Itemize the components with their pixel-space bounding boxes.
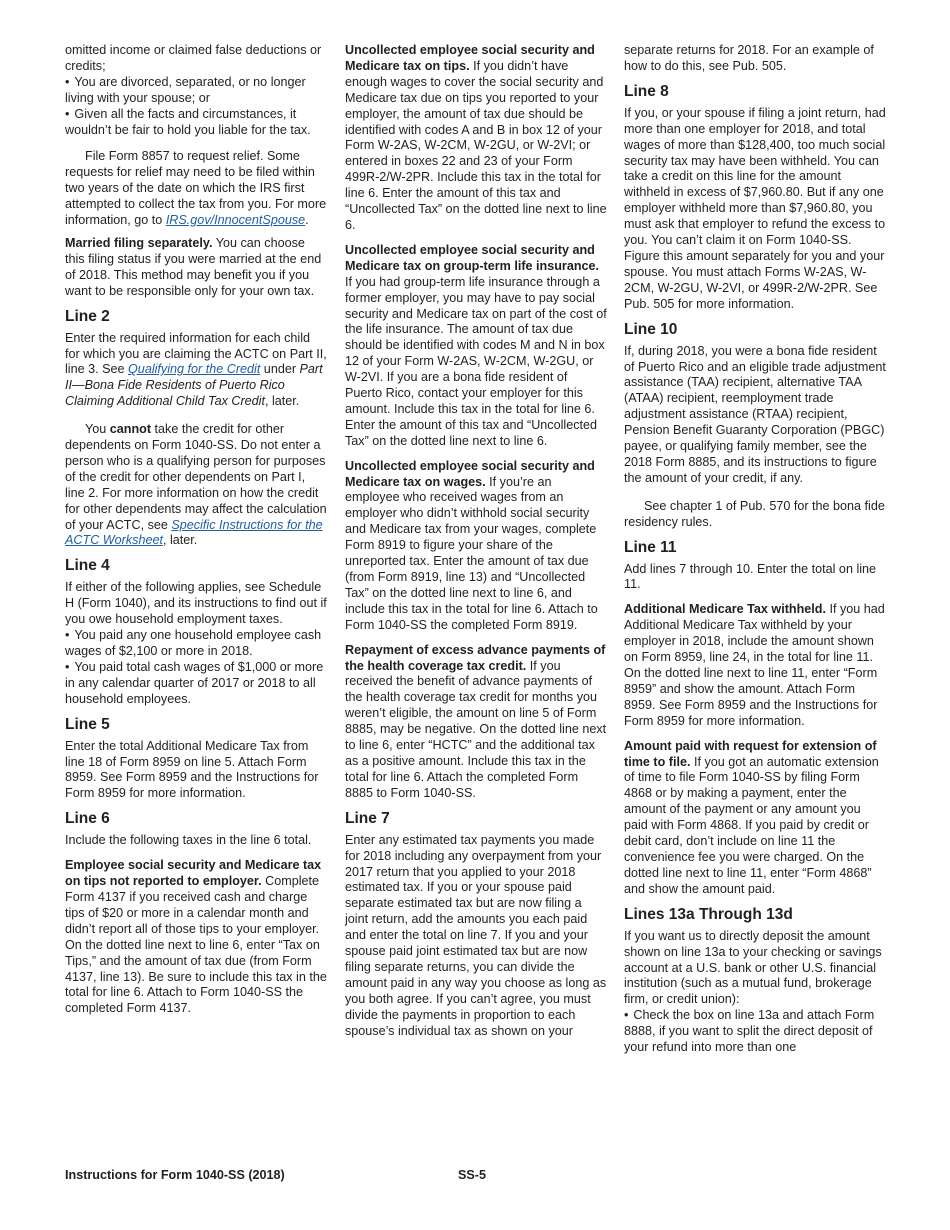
paragraph: Enter the required information for each child for which you are claiming the ACTC on Part II, line 3. See Qualifying for the Credit under Part II—Bona Fide Residents of Puerto Rico Claiming Additional Child Tax Credit, later. [65, 330, 327, 409]
paragraph: If, during 2018, you were a bona fide resident of Puerto Rico and an eligible trade adjustment assistance (TAA) recipient, alternative TAA (ATAA) recipient, reemployment trade adjustment assistance (RTAA) recipient, Pension Benefit Guaranty Corporation (PBGC) payee, or qualifying family member, see the 2018 Form 8885, and its instructions to figure the amount of your credit, if any. [624, 343, 886, 485]
bullet-item: • You are divorced, separated, or no longer living with your spouse; or [65, 75, 327, 107]
paragraph: If either of the following applies, see Schedule H (Form 1040), and its instructions to find out if you owe household employment taxes. [65, 580, 327, 627]
section-heading: Line 6 [65, 810, 110, 828]
run-in-heading: Uncollected employee social security and Medicare tax on wages. [345, 458, 595, 489]
paragraph: See chapter 1 of Pub. 570 for the bona fide residency rules. [624, 498, 885, 529]
run-in-heading: Employee social security and Medicare tax on tips not reported to employer. [65, 858, 322, 889]
paragraph: Uncollected employee social security and Medicare tax on wages. If you’re an employee who received wages from an employer who didn’t withhold social security and Medicare tax from your wages, complete Form 8919 to figure your share of the unreported tax. Enter the amount of tax due (from Form 8919, line 13) and “Uncollected Tax” on the dotted line next to line 6, and include this tax in the total for line 6. Attach to Form 1040-SS the completed Form 8919. [345, 458, 598, 632]
paragraph: Enter the total Additional Medicare Tax from line 18 of Form 8959 on line 5. Attach Form 8959. See Form 8959 and the Instructions for Form 8959 for more information. [65, 738, 319, 801]
qualifying-credit-link[interactable]: Qualifying for the Credit [128, 362, 261, 377]
footer-title: Instructions for Form 1040-SS (2018) [65, 1168, 285, 1182]
column-3 [624, 43, 886, 1056]
paragraph: If you, or your spouse if filing a joint return, had more than one employer for 2018, and total wages of more than $128,400, too much social security tax may have been withheld. You can take a credit on this line for the amount withheld in excess of $7,960.80. But if any one employer withheld more than $7,960.80, you must ask that employer to refund the excess to you. You can’t claim it on Form 1040-SS. Figure this amount separately for you and your spouse. You must attach Forms W-2AS, W-2CM, W-2GU, W-2VI, or 499R-2/W-2PR. See Pub. 505 for more information. [624, 105, 886, 311]
paragraph: Married filing separately. You can choose this filing status if you were married at the end of 2018. This method may benefit you if you want to be responsible only for your own tax. [65, 235, 322, 298]
run-in-heading: Uncollected employee social security and Medicare tax on tips. [345, 43, 595, 73]
paragraph: You cannot take the credit for other dependents on Form 1040-SS. Do not enter a person who is a qualifying person for purposes of the credit for other dependents on Part I, line 2. For more information on how the credit for other dependents may affect the calculation of your ACTC, see Specific Instructions for the ACTC Worksheet, later. [65, 422, 327, 548]
section-heading: Line 8 [624, 82, 669, 100]
innocent-spouse-link[interactable]: IRS.gov/InnocentSpouse [165, 213, 306, 228]
column-2 [345, 43, 607, 1046]
paragraph: Uncollected employee social security and Medicare tax on group-term life insurance. If you had group-term life insurance through a former employer, you may have to pay social security and Medicare tax on part of the cost of the life insurance. The amount of tax due should be identified with codes M and N in box 12 of your Form W-2AS, W-2CM, W-2GU, or W-2VI. If you are a bona fide resident of Puerto Rico, contact your employer for this amount. Include this tax in the total for line 6. Enter the amount of this tax and “Uncollected Tax” on the dotted line next to line 6. [345, 242, 607, 448]
paragraph: Uncollected employee social security and Medicare tax on tips. If you didn’t have enough wages to cover the social security and Medicare tax due on tips you reported to your employer, the amount of tax due should be identified with codes A and B in box 12 of your Form W-2AS, W-2CM, W-2GU, or W-2VI; or entered in boxes 22 and 23 of your Form 499R-2/W-2PR. Include this tax in the total for line 6. Enter the amount of this tax and “Uncollected Tax” on the dotted line next to line 6. [345, 43, 607, 232]
run-in-heading: Additional Medicare Tax withheld. [624, 602, 826, 617]
actc-worksheet-link[interactable]: Specific Instructions for the ACTC Worksheet [65, 517, 323, 548]
paragraph: Additional Medicare Tax withheld. If you had Additional Medicare Tax withheld by your employer in 2018, include the amount shown on Form 8959, line 24, in the total for line 11. On the dotted line next to line 11, enter “Form 8959” and show the amount. Attach Form 8959. See Form 8959 and the Instructions for Form 8959 for more information. [624, 602, 885, 728]
run-in-heading: Married filing separately. [65, 235, 213, 250]
paragraph: separate returns for 2018. For an example of how to do this, see Pub. 505. [624, 43, 874, 73]
section-heading: Lines 13a Through 13d [624, 905, 793, 923]
paragraph: Enter any estimated tax payments you made for 2018 including any overpayment from your 2017 return that you applied to your 2018 estimated tax. If you or your spouse paid separate estimated tax but are now filing a joint return, add the amounts you each paid and enter the total on line 7. If you and your spouse paid joint estimated tax but are now filing separate returns, you can divide the amount paid in any way you choose as long as you both agree. If you can’t agree, you must divide the payments in proportion to each spouse’s individual tax as shown on your [345, 832, 607, 1038]
section-heading: Line 4 [65, 557, 110, 575]
section-heading: Line 11 [624, 538, 677, 556]
paragraph: File Form 8857 to request relief. Some requests for relief may need to be filed within two years of the date on which the IRS first attempted to collect the tax from you. For more information, go to IRS.gov/InnocentSpouse. [65, 149, 327, 228]
paragraph: Add lines 7 through 10. Enter the total on line 11. [624, 561, 877, 592]
paragraph: omitted income or claimed false deductions or credits; [65, 43, 322, 73]
paragraph: Repayment of excess advance payments of the health coverage tax credit. If you received the benefit of advance payments of the health coverage tax credit for months you weren’t eligible, the amount on line 5 of Form 8885, may be negative. On the dotted line next to line 6, enter “HCTC” and the additional tax as a positive amount. Include this tax in the total for line 6. Attach the completed Form 8885 to Form 1040-SS. [345, 642, 607, 800]
run-in-heading: Uncollected employee social security and Medicare tax on group-term life insurance. [345, 242, 600, 273]
section-heading: Line 2 [65, 307, 110, 325]
section-heading: Line 5 [65, 715, 110, 733]
paragraph: Employee social security and Medicare tax on tips not reported to employer. Complete Form 4137 if you received cash and charge tips of $20 or more in a calendar month and didn’t report all of those tips to your employer. On the dotted line next to line 6, enter “Tax on Tips,” and the amount of tax due (from Form 4137, line 13). Be sure to include this tax in the total for line 6. Attach to Form 1040-SS the completed Form 4137. [65, 858, 327, 1016]
page-number: SS-5 [458, 1168, 486, 1182]
paragraph: Amount paid with request for extension of time to file. If you got an automatic extension of time to file Form 1040-SS by filing Form 4868 or by making a payment, enter the amount of the payment or any amount you paid with Form 4868. If you paid by credit or debit card, don’t include on line 11 the convenience fee you were charged. On the dotted line next to line 11, enter “Form 4868” and show the amount paid. [624, 738, 879, 896]
bullet-item: • You paid total cash wages of $1,000 or more in any calendar quarter of 2017 or 2018 to all household employees. [65, 660, 327, 708]
section-heading: Line 7 [345, 809, 390, 827]
run-in-heading: Repayment of excess advance payments of the health coverage tax credit. [345, 642, 606, 673]
column-1 [65, 43, 327, 1024]
run-in-heading: Amount paid with request for extension of time to file. [624, 738, 877, 769]
section-heading: Line 10 [624, 320, 678, 338]
paragraph: Include the following taxes in the line 6 total. [65, 833, 312, 848]
bullet-item: • You paid any one household employee cash wages of $2,100 or more in 2018. [65, 628, 327, 660]
bullet-item: • Given all the facts and circumstances, it wouldn’t be fair to hold you liable for the tax. [65, 107, 327, 139]
paragraph: If you want us to directly deposit the amount shown on line 13a to your checking or savings account at a U.S. bank or other U.S. financial institution (such as a mutual fund, brokerage firm, or credit union): [624, 928, 882, 1007]
bullet-item: • Check the box on line 13a and attach Form 8888, if you want to split the direct deposit of your refund into more than one [624, 1008, 886, 1056]
